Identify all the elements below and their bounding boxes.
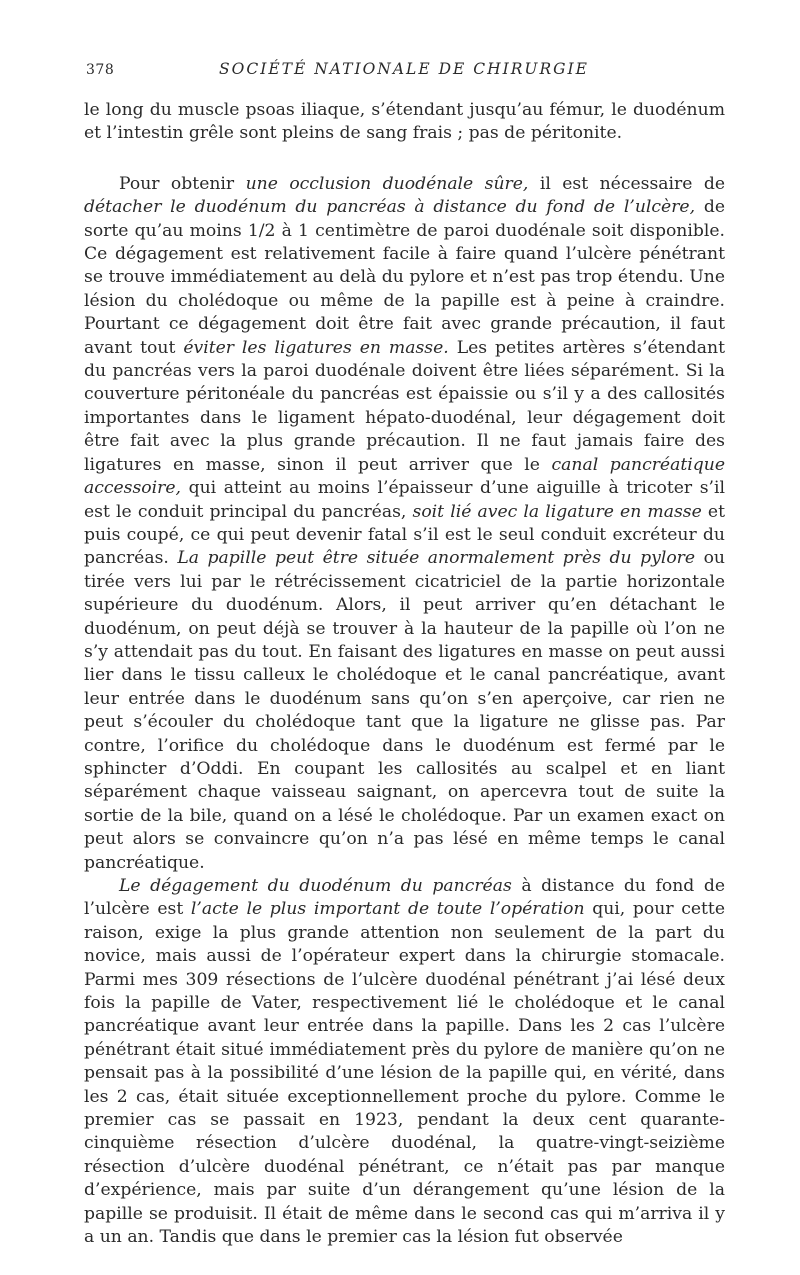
italic-run: détacher le duodénum du pancréas à distance du fond de l’ulcère, (84, 197, 696, 218)
text-run: il est nécessaire de (528, 173, 726, 194)
italic-run: une occlusion duodénale sûre, (245, 173, 529, 194)
text-run: qui atteint au moins l’épaisseur d’une aiguille à tricoter s’il est le conduit principal du pancréas, (84, 478, 725, 522)
text-run: le long du muscle psoas iliaque, s’étendant jusqu’au fémur, le duodénum et l’intestin grêle sont pleins de sang frais ; pas de péritonite. (84, 100, 725, 144)
italic-run: canal pancréatique accessoire, (84, 454, 725, 499)
text-run: qui, pour cette raison, exige la plus grande attention non seulement de la part du novice, mais aussi de l’opérateur expert dans la chirurgie stomacale. Parmi mes 309 résections de l’ulcère duodénal pénétrant j’ai lésé deux fois la papille de Vater, respectivement lié le cholédoque et le canal pancréatique avant leur entrée dans la papille. Dans les 2 cas l’ulcère pénétrant était situé immédiatement près du pylore de manière qu’on ne pensait pas à la possibilité d’une lésion de la papille qui, en vérité, dans les 2 cas, était située exceptionnellement proche du pylore. Comme le premier cas se passait en 1923, pendant la deux cent quarante-cinquième résection d’ulcère duodénal, la quatre-vingt-seizième résection d’ulcère duodénal pénétrant, ce n’était pas par manque d’expérience, mais par suite d’un dérangement qu’une lésion de la papille se produisit. Il était de même dans le second cas qui m’arriva il y a un an. Tandis que dans le premier cas la lésion fut observée (84, 899, 725, 1248)
text-run: Pour obtenir (119, 173, 246, 194)
text-run: à distance du fond de l’ulcère est (84, 876, 725, 920)
text-run: et puis coupé, ce qui peut devenir fatal s’il est le seul conduit excréteur du pancréas. (84, 501, 725, 569)
paragraph (84, 875, 725, 1250)
body-text (84, 99, 725, 1250)
page-number: 378 (86, 62, 115, 78)
paragraph (84, 99, 725, 146)
italic-run: soit lié avec la ligature en masse (412, 501, 702, 522)
italic-run: Le dégagement du duodénum du pancréas (119, 876, 512, 896)
italic-run: l’acte le plus important de toute l’opération (190, 899, 585, 920)
italic-run: éviter les ligatures en masse. (183, 337, 449, 358)
paragraph (84, 173, 725, 875)
page-header (84, 58, 724, 84)
italic-run: La papille peut être située anormalement près du pylore (177, 548, 696, 569)
running-title: SOCIÉTÉ NATIONALE DE CHIRURGIE (219, 60, 589, 78)
text-run: de sorte qu’au moins 1/2 à 1 centimètre de paroi duodénale soit disponible. Ce dégagement est relativement facile à faire quand l’ulcère pénétrant se trouve immédiatement au delà du pylore et n’est pas trop étendu. Une lésion du cholédoque ou même de la papille est à peine à craindre. Pourtant ce dégagement doit être fait avec grande précaution, il faut avant tout (84, 197, 725, 358)
text-run: ou tirée vers lui par le rétrécissement cicatriciel de la partie horizontale supérieure du duodénum. Alors, il peut arriver qu’en détachant le duodénum, on peut déjà se trouver à la hauteur de la papille où l’on ne s’y attendait pas du tout. En faisant des ligatures en masse on peut aussi lier dans le tissu calleux le cholédoque et le canal pancréatique, avant leur entrée dans le duodénum sans qu’on s’en aperçoive, car rien ne peut s’écouler du cholédoque tant que la ligature ne glisse pas. Par contre, l’orifice du cholédoque dans le duodénum est fermé par le sphincter d’Oddi. En coupant les callosités au scalpel et en liant séparément chaque vaisseau saignant, on apercevra tout de suite la sortie de la bile, quand on a lésé le cholédoque. Par un examen exact on peut alors se convaincre qu’on n’a pas lésé en même temps le canal pancréatique. (84, 548, 725, 873)
text-run: Les petites artères s’étendant du pancréas vers la paroi duodénale doivent être liées séparément. Si la couverture péritonéale du pancréas est épaissie ou s’il y a des callosités importantes dans le ligament hépato-duodénal, leur dégagement doit être fait avec la plus grande précaution. Il ne faut jamais faire des ligatures en masse, sinon il peut arriver que le (84, 337, 725, 475)
